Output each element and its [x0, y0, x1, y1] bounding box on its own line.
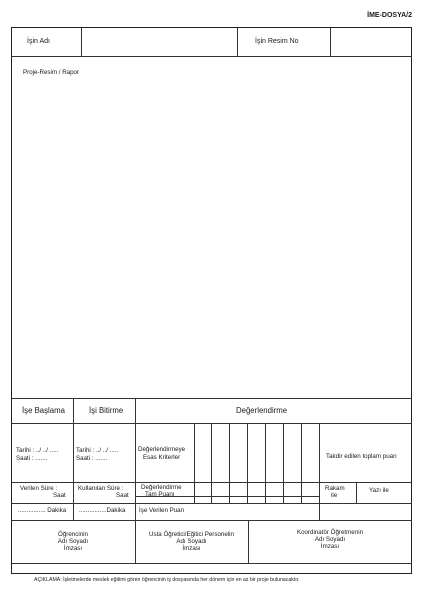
end-time[interactable]: Saati : .......	[76, 455, 108, 462]
end-label: İşi Bitirme	[89, 406, 124, 415]
header-vline-2	[237, 27, 238, 56]
in-digits-label-1: Rakam	[325, 485, 345, 492]
used-minutes[interactable]: ................Dakika	[79, 507, 126, 514]
teacher-signature-label: İmzası	[182, 545, 201, 552]
teacher-name-label: Adı Soyadı	[176, 538, 207, 545]
full-score-label-2: Tam Puanı	[145, 491, 175, 498]
job-name-label: İşin Adı	[27, 38, 50, 45]
project-drawing-area[interactable]	[12, 57, 411, 398]
eval-top-line	[11, 398, 412, 399]
criteria-label-2: Esas Kriterler	[143, 454, 181, 461]
grid-vline-2	[211, 423, 212, 503]
start-date[interactable]: Tarihi : ../ ../ .....	[16, 447, 59, 454]
footnote: AÇIKLAMA: İşletmelerde meslek eğitimi gören öğrencinin iş dosyasında her dönem için en az bir proje bulunacaktır.	[34, 577, 300, 583]
teacher-signature-title: Usta Öğretici/Eğitici Personelin	[149, 531, 234, 538]
job-drawing-no-field[interactable]	[331, 28, 410, 55]
job-name-field[interactable]	[82, 28, 236, 55]
student-signature-label: İmzası	[63, 545, 83, 552]
start-label: İşe Başlama	[22, 406, 65, 415]
job-score-label: İşe Verilen Puan	[139, 507, 185, 514]
student-signature-title: Öğrencinin	[58, 531, 88, 538]
in-digits-label-2: ile	[331, 492, 338, 499]
in-words-label: Yazı ile	[369, 487, 389, 494]
grid-vline-9	[356, 482, 357, 503]
grid-vline-7	[301, 423, 302, 503]
total-score-label: Takdir edilen toplam puan	[326, 453, 397, 460]
grid-vline-5	[265, 423, 266, 503]
end-date[interactable]: Tarihi : ../ ../ .....	[76, 447, 119, 454]
project-drawing-report-label: Proje-Resim / Rapor	[23, 69, 80, 76]
criteria-label-1: Değerlendirmeye	[138, 446, 186, 453]
document-code: İME-DOSYA/2	[367, 12, 412, 19]
signature-line	[11, 563, 412, 564]
job-drawing-no-label: İşin Resim No	[255, 38, 299, 45]
eval-line-5	[11, 503, 412, 504]
coordinator-name-label: Adı Soyadı	[314, 536, 346, 543]
coordinator-signature-title: Koordinatör Öğretmenin	[296, 529, 364, 536]
used-time-label: Kullanılan Süre :	[78, 485, 124, 492]
eval-vline-start	[73, 398, 74, 520]
grid-vline-1	[194, 423, 195, 503]
used-time-unit: Saat	[116, 492, 129, 499]
grid-vline-4	[247, 423, 248, 503]
full-score-label-1: Değerlendirme	[141, 484, 182, 491]
eval-line-6	[11, 520, 412, 521]
grid-vline-6	[283, 423, 284, 503]
grid-vline-3	[229, 423, 230, 503]
given-minutes[interactable]: ................ Dakika	[18, 507, 67, 514]
given-time-unit: Saat	[53, 492, 66, 499]
student-name-label: Adı Soyadı	[57, 538, 89, 545]
evaluation-label: Değerlendirme	[236, 406, 288, 415]
start-time[interactable]: Saati : .......	[16, 455, 48, 462]
grid-vline-8	[319, 423, 320, 520]
coordinator-signature-label: İmzası	[320, 543, 340, 550]
given-time-label: Verilen Süre :	[20, 485, 58, 492]
